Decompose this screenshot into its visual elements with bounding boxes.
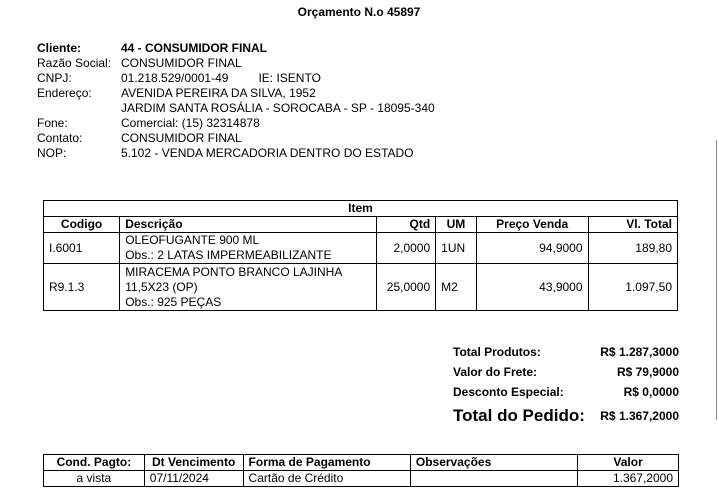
col-total: Vl. Total <box>588 217 677 233</box>
item-desc-line: OLEOFUGANTE 900 ML <box>125 233 260 247</box>
razao-value: CONSUMIDOR FINAL <box>121 56 242 70</box>
item-desc-line: MIRACEMA PONTO BRANCO LAJINHA <box>125 264 343 279</box>
col-um: UM <box>436 217 477 233</box>
total-produtos-label: Total Produtos: <box>453 345 541 359</box>
valor-frete-label: Valor do Frete: <box>453 365 538 379</box>
col-vencimento: Dt Vencimento <box>144 455 243 471</box>
pay-vencimento: 07/11/2024 <box>144 471 243 487</box>
col-codigo: Codigo <box>44 217 120 233</box>
endereco-row-2 <box>37 101 435 116</box>
document-title: Orçamento N.o 45897 <box>297 5 421 19</box>
ie-label: IE: <box>258 71 274 85</box>
total-produtos-value: R$ 1.287,3000 <box>600 345 679 359</box>
ie-value: ISENTO <box>276 71 321 85</box>
client-info <box>37 41 435 161</box>
total-pedido-row <box>453 404 679 428</box>
endereco-row <box>37 86 435 101</box>
item-desc-line-2: 11,5X23 (OP) <box>125 279 198 294</box>
endereco-line2: JARDIM SANTA ROSÁLIA - SOROCABA - SP - 18095-340 <box>121 101 435 115</box>
contato-value: CONSUMIDOR FINAL <box>121 131 242 145</box>
item-codigo: I.6001 <box>44 233 120 264</box>
item-um: M2 <box>436 264 477 311</box>
cnpj-row <box>37 71 435 86</box>
desconto-row <box>453 382 679 402</box>
items-section-header: Item <box>44 201 678 217</box>
nop-label: NOP: <box>37 146 67 160</box>
item-qtd: 25,0000 <box>377 264 436 311</box>
items-header-row <box>44 217 678 233</box>
col-descricao: Descrição <box>120 217 377 233</box>
razao-row <box>37 56 435 71</box>
totals-block <box>453 342 679 428</box>
item-preco: 94,9000 <box>476 233 588 264</box>
total-produtos-row <box>453 342 679 362</box>
pay-valor: 1.367,2000 <box>578 471 679 487</box>
contato-label: Contato: <box>37 131 83 145</box>
nop-row <box>37 146 435 161</box>
pay-obs <box>410 471 577 487</box>
item-descricao <box>120 233 377 264</box>
nop-value: 5.102 - VENDA MERCADORIA DENTRO DO ESTADO <box>121 146 414 160</box>
valor-frete-value: R$ 79,9000 <box>616 365 679 379</box>
item-codigo: R9.1.3 <box>44 264 120 311</box>
valor-frete-row <box>453 362 679 382</box>
item-preco: 43,9000 <box>476 264 588 311</box>
items-section-header-row <box>44 201 678 217</box>
items-table <box>43 200 678 311</box>
fone-value: Comercial: (15) 32314878 <box>121 116 260 130</box>
payment-header-row <box>44 455 679 471</box>
item-obs-line: Obs.: 2 LATAS IMPERMEABILIZANTE <box>125 248 332 262</box>
fone-row <box>37 116 435 131</box>
item-qtd: 2,0000 <box>377 233 436 264</box>
scrollbar-track[interactable] <box>716 140 717 420</box>
total-pedido-value: R$ 1.367,2000 <box>600 409 679 423</box>
razao-label: Razão Social: <box>37 56 112 70</box>
cnpj-label: CNPJ: <box>37 71 72 85</box>
table-row <box>44 471 679 487</box>
col-observacoes: Observações <box>410 455 577 471</box>
col-valor: Valor <box>578 455 679 471</box>
table-row <box>44 233 678 264</box>
item-descricao <box>120 264 377 311</box>
item-um: 1UN <box>436 233 477 264</box>
pay-forma: Cartão de Crédito <box>243 471 410 487</box>
col-qtd: Qtd <box>377 217 436 233</box>
item-total: 1.097,50 <box>588 264 677 311</box>
table-row <box>44 264 678 311</box>
col-forma-pagamento: Forma de Pagamento <box>243 455 410 471</box>
contato-row <box>37 131 435 146</box>
pay-cond: a vista <box>44 471 145 487</box>
cnpj-value: 01.218.529/0001-49 <box>121 71 229 85</box>
item-obs-line: Obs.: 925 PEÇAS <box>125 294 222 309</box>
total-pedido-label: Total do Pedido: <box>453 406 585 425</box>
col-cond-pagto: Cond. Pagto: <box>44 455 145 471</box>
cliente-label: Cliente: <box>37 41 82 55</box>
col-preco: Preço Venda <box>476 217 588 233</box>
client-row <box>37 41 435 56</box>
desconto-label: Desconto Especial: <box>453 385 564 399</box>
cliente-value: 44 - CONSUMIDOR FINAL <box>121 41 268 55</box>
fone-label: Fone: <box>37 116 68 130</box>
desconto-value: R$ 0,0000 <box>623 385 679 399</box>
endereco-line1: AVENIDA PEREIRA DA SILVA, 1952 <box>121 86 316 100</box>
payment-table <box>43 454 679 487</box>
endereco-label: Endereço: <box>37 86 92 100</box>
item-total: 189,80 <box>588 233 677 264</box>
